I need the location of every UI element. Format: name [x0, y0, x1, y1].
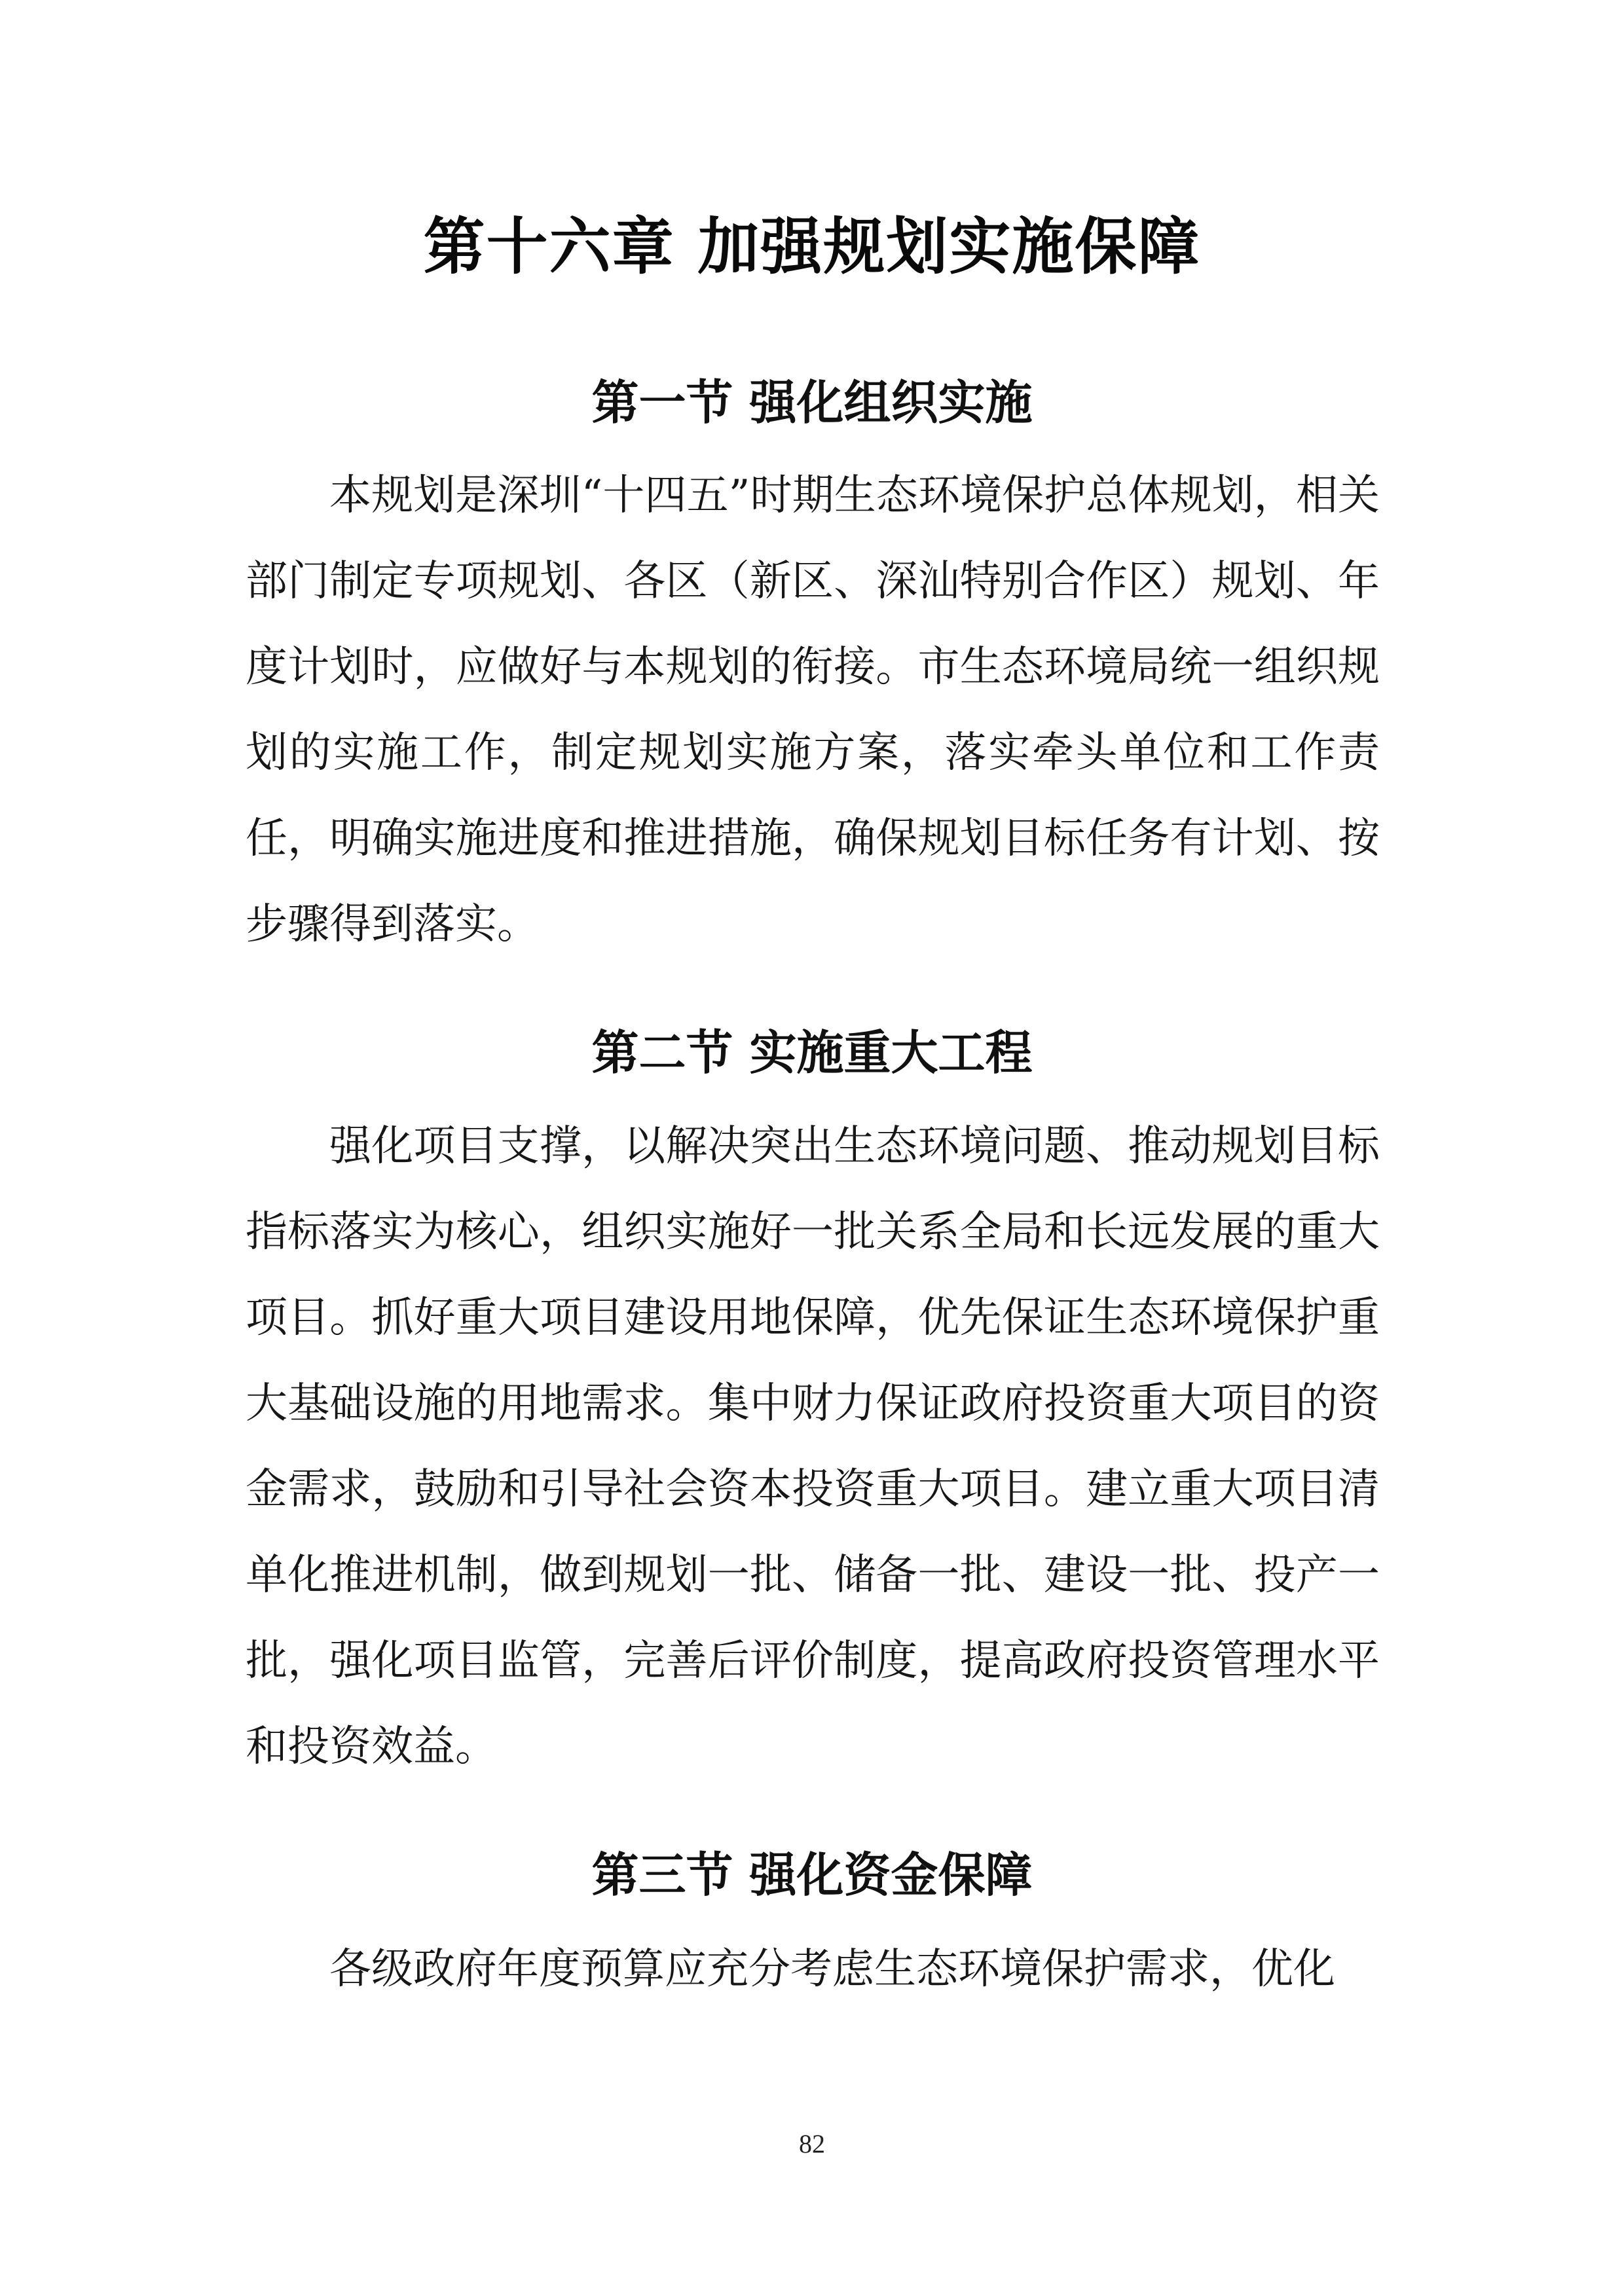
section-2-paragraph: 强化项目支撑，以解决突出生态环境问题、推动规划目标指标落实为核心，组织实施好一批关系全局和长远发展的重大项目。抓好重大项目建设用地保障，优先保证生态环境保护重大基础设施的用地需求。集中财力保证政府投资重大项目的资金需求，鼓励和引导社会资本投资重大项目。建立重大项目清单化推进机制，做到规划一批、储备一批、建设一批、投产一批，强化项目监管，完善后评价制度，提高政府投资管理水平和投资效益。: [246, 1122, 1380, 1771]
section-1-heading: 第一节 强化组织实施: [591, 374, 1033, 430]
section-2-heading: 第二节 实施重大工程: [591, 1025, 1033, 1080]
section-3-heading: 第三节 强化资金保障: [591, 1847, 1033, 1903]
section-3-paragraph: 各级政府年度预算应充分考虑生态环境保护需求，优化: [329, 1945, 1335, 1994]
page-number: 82: [799, 2129, 825, 2159]
chapter-title: 第十六章 加强规划实施保障: [423, 211, 1201, 283]
section-1-paragraph: 本规划是深圳“十四五”时期生态环境保护总体规划，相关部门制定专项规划、各区（新区、深汕特别合作区）规划、年度计划时，应做好与本规划的衔接。市生态环境局统一组织规划的实施工作，制定规划实施方案，落实牵头单位和工作责任，明确实施进度和推进措施，确保规划目标任务有计划、按步骤得到落实。: [246, 471, 1380, 949]
